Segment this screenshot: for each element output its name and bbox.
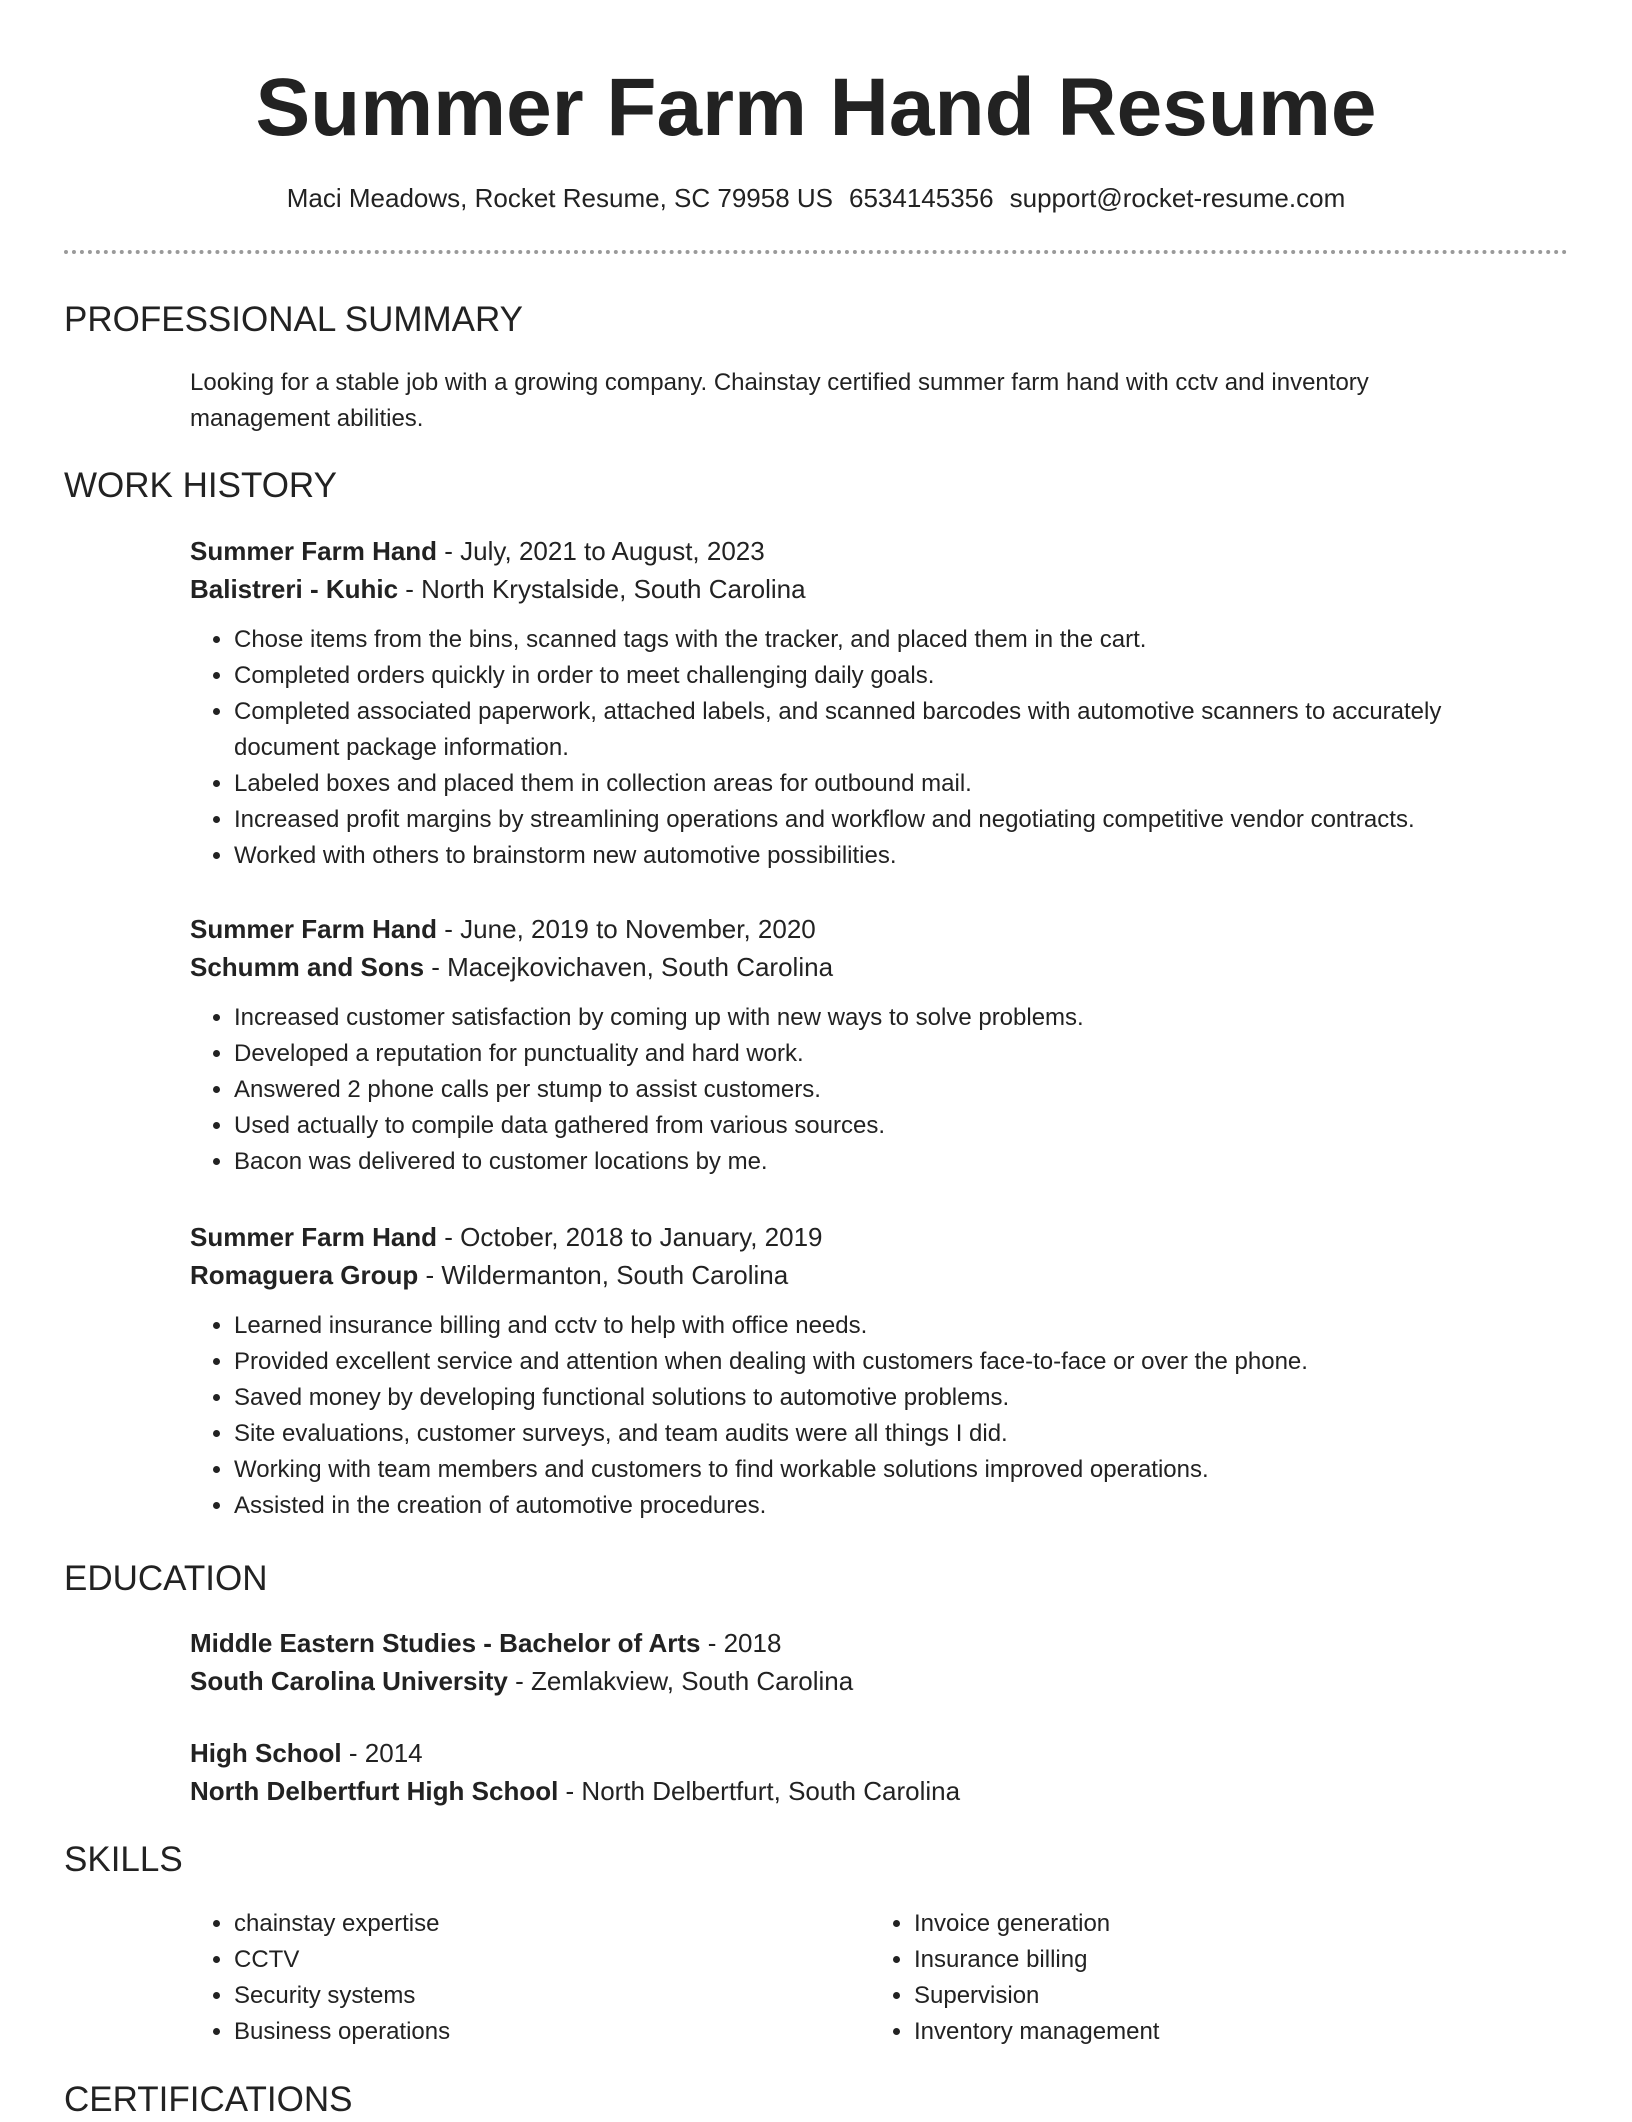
skill-item: • Security systems (234, 1978, 870, 2014)
skill-item: • Supervision (914, 1978, 1550, 2014)
skill-item: • CCTV (234, 1942, 870, 1978)
section-title-education: EDUCATION (64, 1559, 268, 1598)
job-bullet: • Chose items from the bins, scanned tags with the tracker, and placed them in the cart. (234, 622, 1500, 658)
contact-phone: 6534145356 (849, 183, 994, 213)
job-dates: - July, 2021 to August, 2023 (437, 536, 765, 566)
resume-title: Summer Farm Hand Resume (255, 62, 1377, 153)
education-degree-line (190, 1624, 1500, 1662)
skills-list (190, 1906, 1550, 2050)
education-school-line (190, 1772, 1500, 1810)
job-bullet: • Completed associated paperwork, attached labels, and scanned barcodes with automotive scanners to accurately document package information. (234, 694, 1500, 766)
job-bullets (190, 622, 1500, 874)
header-divider (64, 250, 1568, 254)
skills-column-left (190, 1906, 870, 2050)
skill-item: • Invoice generation (914, 1906, 1550, 1942)
job-bullet: • Increased customer satisfaction by coming up with new ways to solve problems. (234, 1000, 1500, 1036)
education-year: - 2018 (700, 1628, 782, 1658)
job-bullet: • Working with team members and customers to find workable solutions improved operations. (234, 1452, 1500, 1488)
education-degree-line (190, 1734, 1500, 1772)
education-school: North Delbertfurt High School (190, 1776, 559, 1806)
summary-text: Looking for a stable job with a growing company. Chainstay certified summer farm hand with cctv and inventory management abilities. (190, 369, 1369, 432)
education-year: - 2014 (341, 1738, 423, 1768)
skill-item: • Inventory management (914, 2014, 1550, 2050)
job-company-line (190, 570, 1500, 608)
job-location: - Wildermanton, South Carolina (418, 1260, 789, 1290)
job-company-line (190, 948, 1500, 986)
job-bullet: • Developed a reputation for punctuality and hard work. (234, 1036, 1500, 1072)
section-title-skills: SKILLS (64, 1840, 183, 1879)
skill-item: • Business operations (234, 2014, 870, 2050)
job-location: - North Krystalside, South Carolina (398, 574, 806, 604)
job-bullet: • Used actually to compile data gathered from various sources. (234, 1108, 1500, 1144)
job-company-line (190, 1256, 1500, 1294)
job-bullet: • Learned insurance billing and cctv to help with office needs. (234, 1308, 1500, 1344)
skill-item: • chainstay expertise (234, 1906, 870, 1942)
job-title-line (190, 910, 1500, 948)
job-bullet: • Worked with others to brainstorm new automotive possibilities. (234, 838, 1500, 874)
education-school: South Carolina University (190, 1666, 508, 1696)
job-entry (190, 910, 1500, 1180)
education-degree: High School (190, 1738, 342, 1768)
job-bullet: • Site evaluations, customer surveys, and team audits were all things I did. (234, 1416, 1500, 1452)
job-company: Romaguera Group (190, 1260, 419, 1290)
job-role: Summer Farm Hand (190, 536, 438, 566)
job-bullet: • Assisted in the creation of automotive procedures. (234, 1488, 1500, 1524)
job-role: Summer Farm Hand (190, 914, 438, 944)
job-bullet: • Provided excellent service and attention when dealing with customers face-to-face or over the phone. (234, 1344, 1500, 1380)
job-location: - Macejkovichaven, South Carolina (424, 952, 834, 982)
section-title-certifications: CERTIFICATIONS (64, 2080, 353, 2119)
job-entry (190, 532, 1500, 874)
job-dates: - October, 2018 to January, 2019 (437, 1222, 823, 1252)
job-company: Schumm and Sons (190, 952, 425, 982)
job-company: Balistreri - Kuhic (190, 574, 399, 604)
job-bullets (190, 1000, 1500, 1180)
job-bullets (190, 1308, 1500, 1524)
job-bullet: • Bacon was delivered to customer locations by me. (234, 1144, 1500, 1180)
skills-column-right (870, 1906, 1550, 2050)
education-degree: Middle Eastern Studies - Bachelor of Arts (190, 1628, 701, 1658)
job-bullet: • Labeled boxes and placed them in collection areas for outbound mail. (234, 766, 1500, 802)
job-bullet: • Completed orders quickly in order to meet challenging daily goals. (234, 658, 1500, 694)
job-dates: - June, 2019 to November, 2020 (437, 914, 816, 944)
job-title-line (190, 532, 1500, 570)
job-bullet: • Saved money by developing functional solutions to automotive problems. (234, 1380, 1500, 1416)
job-bullet: • Increased profit margins by streamlining operations and workflow and negotiating competitive vendor contracts. (234, 802, 1500, 838)
contact-email: support@rocket-resume.com (1009, 183, 1346, 213)
skill-item: • Insurance billing (914, 1942, 1550, 1978)
section-title-work-history: WORK HISTORY (64, 466, 337, 505)
job-role: Summer Farm Hand (190, 1222, 438, 1252)
education-location: - North Delbertfurt, South Carolina (558, 1776, 961, 1806)
section-title-summary: PROFESSIONAL SUMMARY (64, 300, 523, 339)
education-entry (190, 1624, 1500, 1700)
job-entry (190, 1218, 1500, 1524)
job-bullet: • Answered 2 phone calls per stump to assist customers. (234, 1072, 1500, 1108)
summary-block (190, 365, 1500, 437)
education-school-line (190, 1662, 1500, 1700)
contact-line (0, 180, 1632, 216)
education-entry (190, 1734, 1500, 1810)
job-title-line (190, 1218, 1500, 1256)
education-location: - Zemlakview, South Carolina (507, 1666, 854, 1696)
contact-address: Maci Meadows, Rocket Resume, SC 79958 US (286, 183, 833, 213)
